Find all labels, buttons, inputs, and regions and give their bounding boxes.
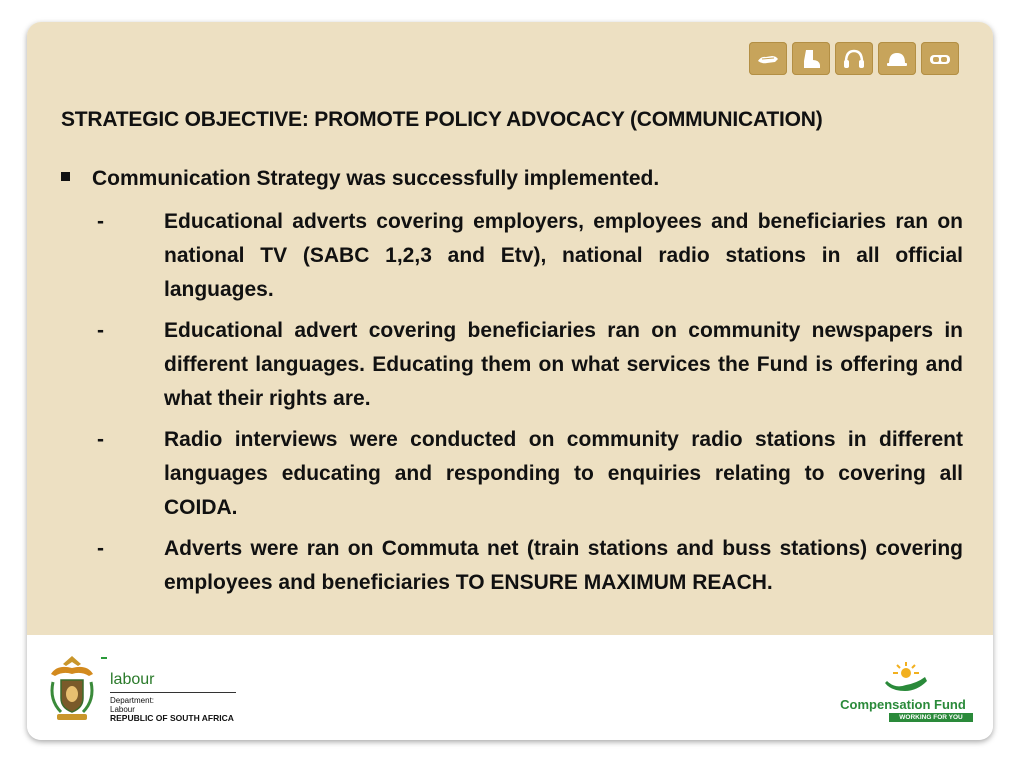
green-accent [101, 657, 107, 659]
square-bullet-icon [61, 172, 70, 181]
dept-line: REPUBLIC OF SOUTH AFRICA [110, 713, 234, 723]
labour-wordmark: labour [110, 671, 155, 688]
list-item [97, 314, 963, 416]
goggles-icon [921, 42, 959, 75]
fund-name: Compensation Fund [840, 697, 966, 712]
headphones-icon [835, 42, 873, 75]
dash-marker: - [97, 210, 104, 233]
department-label [110, 696, 234, 723]
list-item-text: Adverts were ran on Commuta net (train stations and buss stations) covering employees and beneficiaries TO ENSURE MAXIMUM REACH. [164, 537, 963, 594]
slide-footer [27, 635, 993, 740]
slide [27, 22, 993, 740]
compensation-fund-logo [833, 661, 973, 721]
divider [110, 692, 236, 693]
dept-line: Labour [110, 705, 135, 714]
hands-icon [749, 42, 787, 75]
list-item-text: Educational advert covering beneficiaries ran on community newspapers in different languages. Educating them on what services the Fund is offering and what their rights are. [164, 319, 963, 410]
list-item [97, 532, 963, 600]
fund-tagline: WORKING FOR YOU [889, 713, 973, 722]
list-item-text: Radio interviews were conducted on community radio stations in different languages educating and responding to enquiries relating to covering all COIDA. [164, 428, 963, 519]
dash-marker: - [97, 319, 104, 342]
dept-line: Department: [110, 696, 155, 705]
list-item-text: Educational adverts covering employers, employees and beneficiaries ran on national TV (SABC 1,2,3 and Etv), national radio stations in all official languages. [164, 210, 963, 301]
boot-icon [792, 42, 830, 75]
main-bullet-text: Communication Strategy was successfully implemented. [92, 167, 660, 190]
list-item [97, 423, 963, 525]
sub-bullet-list [97, 205, 963, 607]
main-bullet [61, 167, 659, 191]
hardhat-icon [878, 42, 916, 75]
dash-marker: - [97, 428, 104, 451]
safety-icon-strip [749, 42, 959, 75]
slide-title: STRATEGIC OBJECTIVE: PROMOTE POLICY ADVOCACY (COMMUNICATION) [61, 108, 823, 131]
dash-marker: - [97, 537, 104, 560]
list-item [97, 205, 963, 307]
coat-of-arms-icon [45, 652, 99, 724]
content-panel [27, 22, 993, 635]
sun-hand-icon [881, 661, 931, 693]
